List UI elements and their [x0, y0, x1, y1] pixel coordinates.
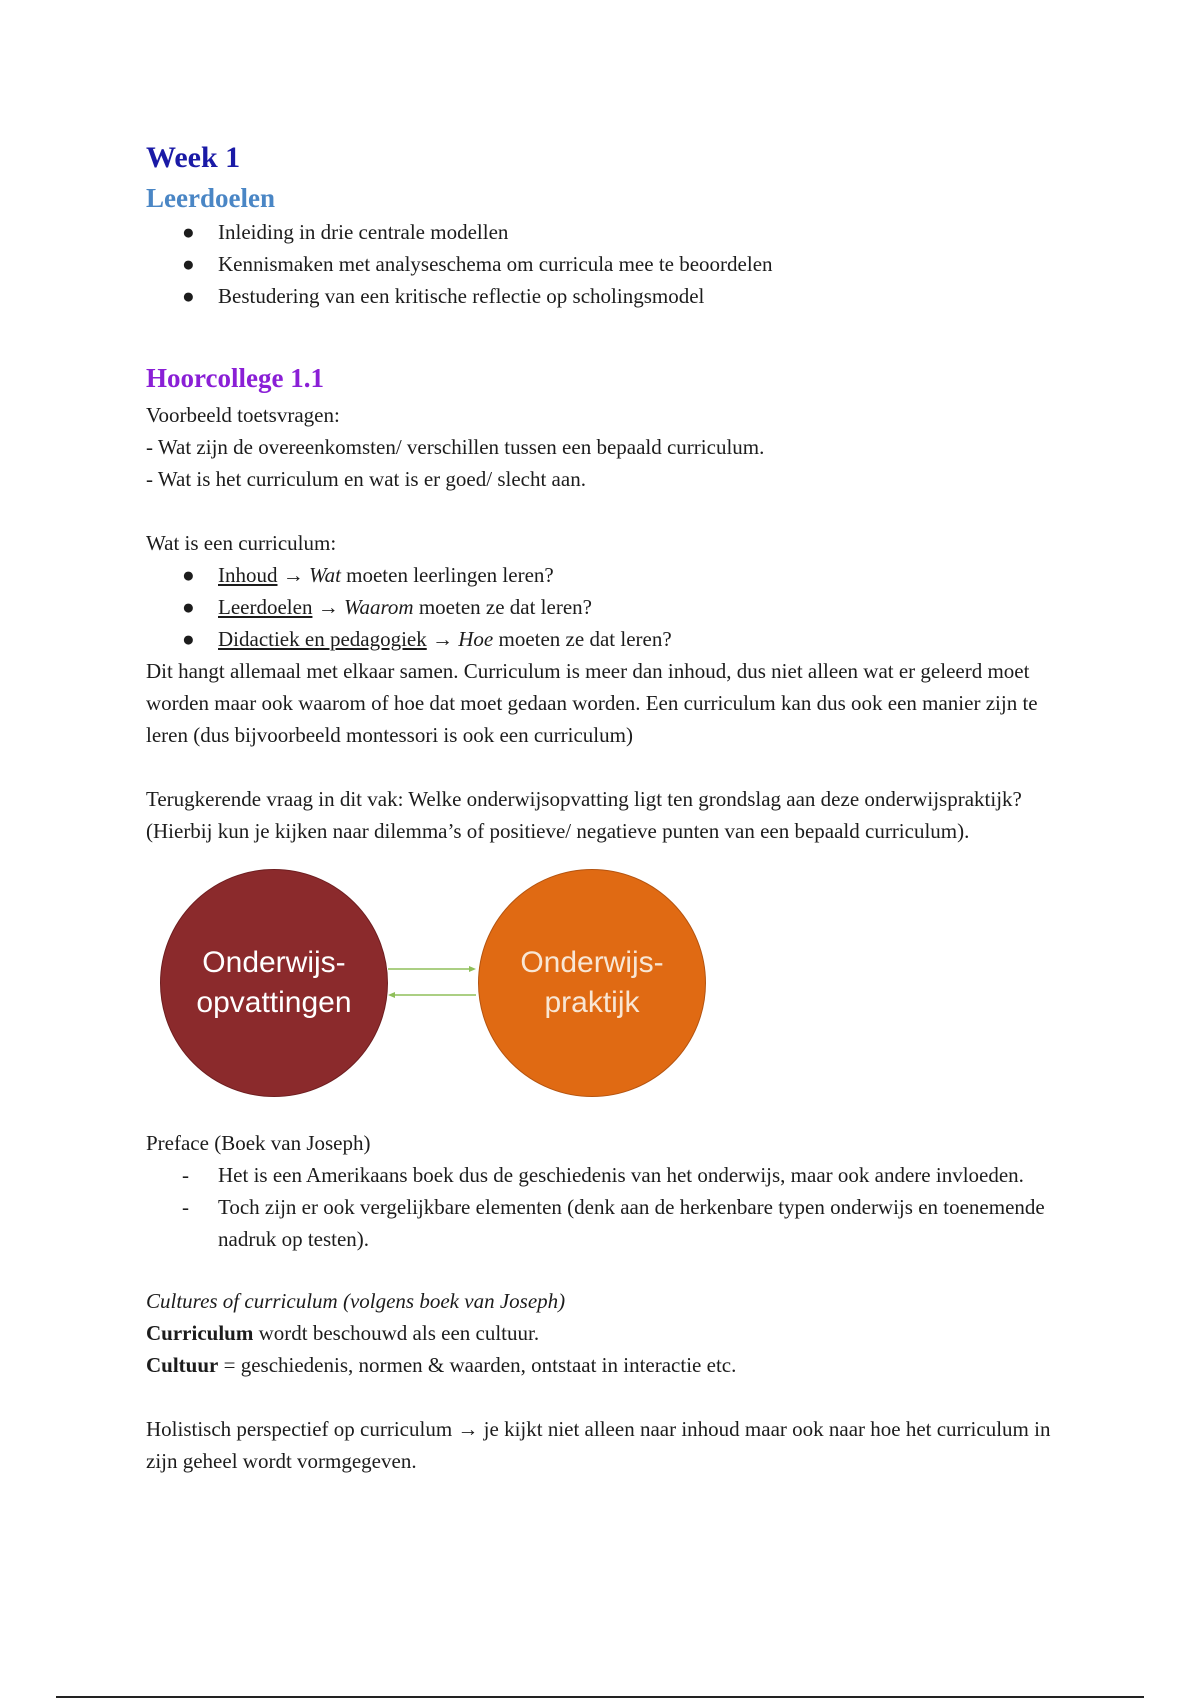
beliefs-label-line1: Onderwijs-: [202, 945, 346, 979]
left-arrow-head: [388, 992, 395, 998]
exam-questions-intro: Voorbeeld toetsvragen:: [146, 402, 340, 427]
curriculum-definition: Curriculum wordt beschouwd als een cultuur.: [146, 1320, 540, 1345]
dash-icon: -: [182, 1194, 189, 1219]
week-heading: Week 1: [146, 141, 241, 174]
practice-label-line2: praktijk: [544, 985, 640, 1019]
learning-goals-list: [146, 216, 1066, 312]
preface-list: [146, 1159, 1066, 1255]
curriculum-intro: Wat is een curriculum:: [146, 530, 337, 555]
bullet-icon: ●: [182, 562, 195, 587]
holistic-paragraph: Holistisch perspectief op curriculum → je kijkt niet alleen naar inhoud maar ook naar hoe het curriculum in zijn geheel wordt vormgegeven.: [146, 1416, 1051, 1473]
list-item: ● Kennismaken met analyseschema om curricula mee te beoordelen: [146, 248, 1066, 280]
list-item: - Toch zijn er ook vergelijkbare elementen (denk aan de herkenbare typen onderwijs en toenemende nadruk op testen).: [146, 1191, 1066, 1255]
list-item: ● Inhoud → Wat moeten leerlingen leren?: [146, 559, 1066, 591]
bullet-icon: ●: [182, 220, 195, 245]
culture-definition: Cultuur = geschiedenis, normen & waarden, ontstaat in interactie etc.: [146, 1352, 737, 1377]
list-item: ● Inleiding in drie centrale modellen: [146, 216, 1066, 248]
bullet-icon: ●: [182, 252, 195, 277]
dash-icon: -: [182, 1162, 189, 1187]
preface-heading: Preface (Boek van Joseph): [146, 1130, 371, 1155]
beliefs-label-line2: opvattingen: [196, 985, 352, 1019]
practice-label-line1: Onderwijs-: [520, 945, 664, 979]
list-item: ● Leerdoelen → Waarom moeten ze dat leren?: [146, 591, 1066, 623]
document-page: [146, 140, 1066, 1477]
learning-goals-heading: Leerdoelen: [146, 183, 275, 213]
lecture-heading: Hoorcollege 1.1: [146, 363, 324, 394]
bullet-icon: ●: [182, 594, 195, 619]
bullet-icon: ●: [182, 284, 195, 309]
beliefs-practice-diagram: [160, 857, 720, 1109]
curriculum-components-list: [146, 559, 1066, 655]
list-item: - Het is een Amerikaans boek dus de geschiedenis van het onderwijs, maar ook andere invloeden.: [146, 1159, 1066, 1191]
recurring-question: Terugkerende vraag in dit vak: Welke onderwijsopvatting ligt ten grondslag aan deze onderwijspraktijk? (Hierbij kun je kijken naar dilemma’s of positieve/ negatieve punten van een bepaald curriculum).: [146, 786, 1022, 843]
list-item: ● Bestudering van een kritische reflectie op scholingsmodel: [146, 280, 1066, 312]
bidirectional-arrows: [386, 957, 478, 1007]
bullet-icon: ●: [182, 626, 195, 651]
exam-question: - Wat is het curriculum en wat is er goed/ slecht aan.: [146, 466, 586, 491]
curriculum-paragraph: Dit hangt allemaal met elkaar samen. Curriculum is meer dan inhoud, dus niet alleen wat er geleerd moet worden maar ook waarom of hoe dat moet gedaan worden. Een curriculum kan dus ook een manier zijn te leren (dus bijvoorbeeld montessori is ook een curriculum): [146, 658, 1038, 747]
page-bottom-rule: [56, 1696, 1144, 1698]
list-item: ● Didactiek en pedagogiek → Hoe moeten ze dat leren?: [146, 623, 1066, 655]
cultures-title: Cultures of curriculum (volgens boek van Joseph): [146, 1288, 566, 1313]
practice-circle: [478, 869, 706, 1097]
right-arrow-head: [469, 966, 476, 972]
beliefs-circle: [160, 869, 388, 1097]
exam-question: - Wat zijn de overeenkomsten/ verschillen tussen een bepaald curriculum.: [146, 434, 765, 459]
